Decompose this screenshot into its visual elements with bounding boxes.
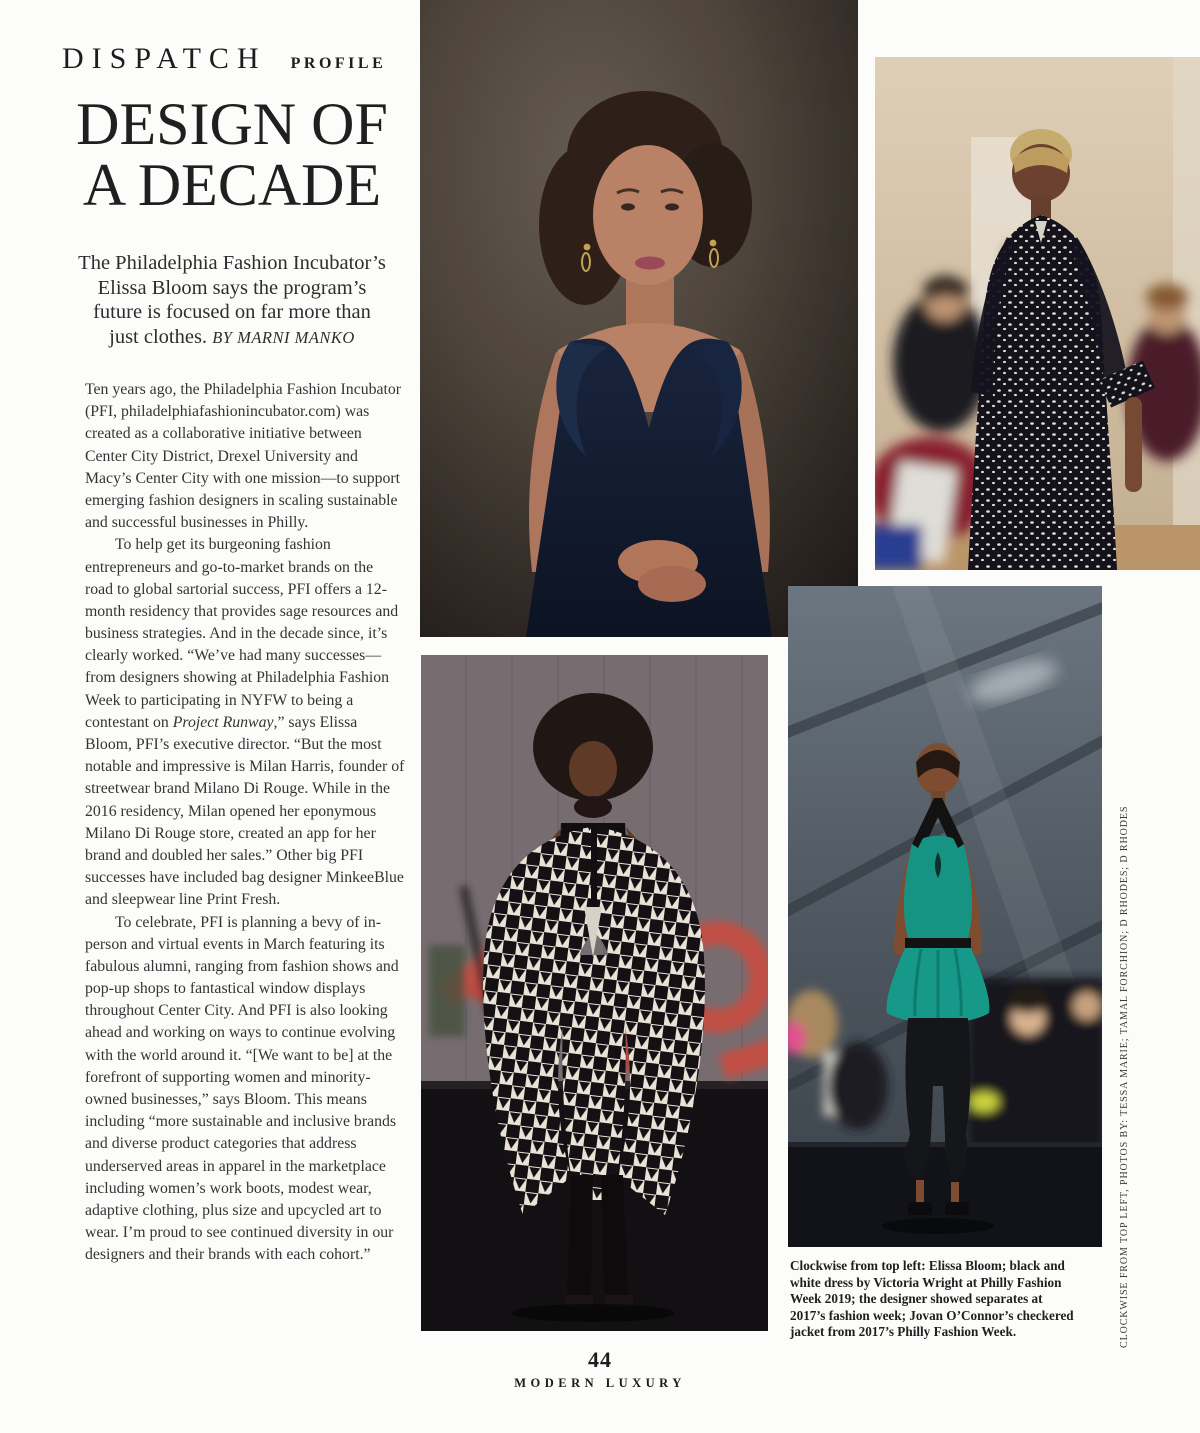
body-text: To help get its burgeoning fashion entrepreneurs and go-to-market brands on the road to global sartorial success, PFI offers a 12-month residency that provides sage resources and business strategies. And in the decade since, it’s clearly worked. “We’ve had many successes—from designers showing at Philadelphia Fashion Week to participating in NYFW to being a contestant on xyxy=(85,536,399,731)
checkered-look-illustration xyxy=(421,655,768,1331)
page-number: 44 xyxy=(588,1347,612,1372)
deck-line: just clothes. xyxy=(109,325,208,348)
photo-elissa-bloom-portrait xyxy=(420,0,858,637)
publication-name: MODERN LUXURY xyxy=(514,1376,686,1390)
title-line-2: A DECADE xyxy=(82,152,382,219)
section-kicker xyxy=(62,42,386,76)
subsection-label: PROFILE xyxy=(290,55,387,72)
body-paragraph: To celebrate, PFI is planning a bevy of in-person and virtual events in March featuring its fabulous alumni, ranging from fashion shows and pop-up shops to fantastical window displays throughout Center City. And PFI is also looking ahead and working on ways to continue evolving with the world around it. “[We want to be] at the forefront of supporting women and minority-owned businesses,” says Bloom. This means including “more sustainable and inclusive brands and diverse product categories that address underserved areas in apparel in the marketplace including women’s work boots, modest wear, adaptive clothing, plus size and upcycled art to wear. I’m proud to see continued diversity in our designers and their brands with each cohort.” xyxy=(85,913,399,1264)
photo-caption: Clockwise from top left: Elissa Bloom; black and white dress by Victoria Wright at Philly Fashion Week 2019; the designer showed separates at 2017’s fashion week; Jovan O’Connor’s checkered jacket from 2017’s Philly Fashion Week. xyxy=(790,1258,1074,1339)
deck-line: Elissa Bloom says the program’s xyxy=(97,276,367,299)
photo-checkered-look xyxy=(421,655,768,1331)
body-paragraph: Ten years ago, the Philadelphia Fashion Incubator (PFI, philadelphiafashionincubator.com) was created as a collaborative initiative between Center City District, Drexel University and Macy’s Center City with one mission—to support emerging fashion designers in scaling sustainable and successful businesses in Philly. xyxy=(85,381,402,532)
article-byline: BY MARNI MANKO xyxy=(212,327,355,347)
portrait-illustration xyxy=(420,0,858,637)
photo-teal-look xyxy=(788,586,1102,1247)
body-text-italic: Project Runway xyxy=(172,713,274,731)
photo-speckled-dress xyxy=(875,57,1200,570)
page-folio xyxy=(0,1347,1200,1391)
speckled-dress-illustration xyxy=(875,57,1200,570)
article-body xyxy=(85,379,405,1267)
article-title xyxy=(58,91,406,219)
photo-credit-vertical: CLOCKWISE FROM TOP LEFT, PHOTOS BY: TESSA MARIE; TAMAL FORCHION; D RHODES; D RHODES xyxy=(1119,805,1130,1348)
deck-line: The Philadelphia Fashion Incubator’s xyxy=(78,252,386,274)
article-deck xyxy=(48,251,416,349)
body-text: ,” says Elissa Bloom, PFI’s executive director. “But the most notable and impressive is Milan Harris, founder of streetwear brand Milano Di Rouge. While in the 2016 residency, Milan opened her eponymous Milano Di Rouge store, created an app for her brand and doubled her sales.” Other big PFI successes have included bag designer MinkeeBlue and sleepwear line Print Fresh. xyxy=(85,713,405,909)
deck-line: future is focused on far more than xyxy=(93,301,371,324)
section-label: DISPATCH xyxy=(62,42,267,75)
teal-look-illustration xyxy=(788,586,1102,1247)
deck-line-with-byline xyxy=(48,325,416,350)
title-line-1: DESIGN OF xyxy=(76,91,388,157)
body-paragraph xyxy=(85,534,405,911)
